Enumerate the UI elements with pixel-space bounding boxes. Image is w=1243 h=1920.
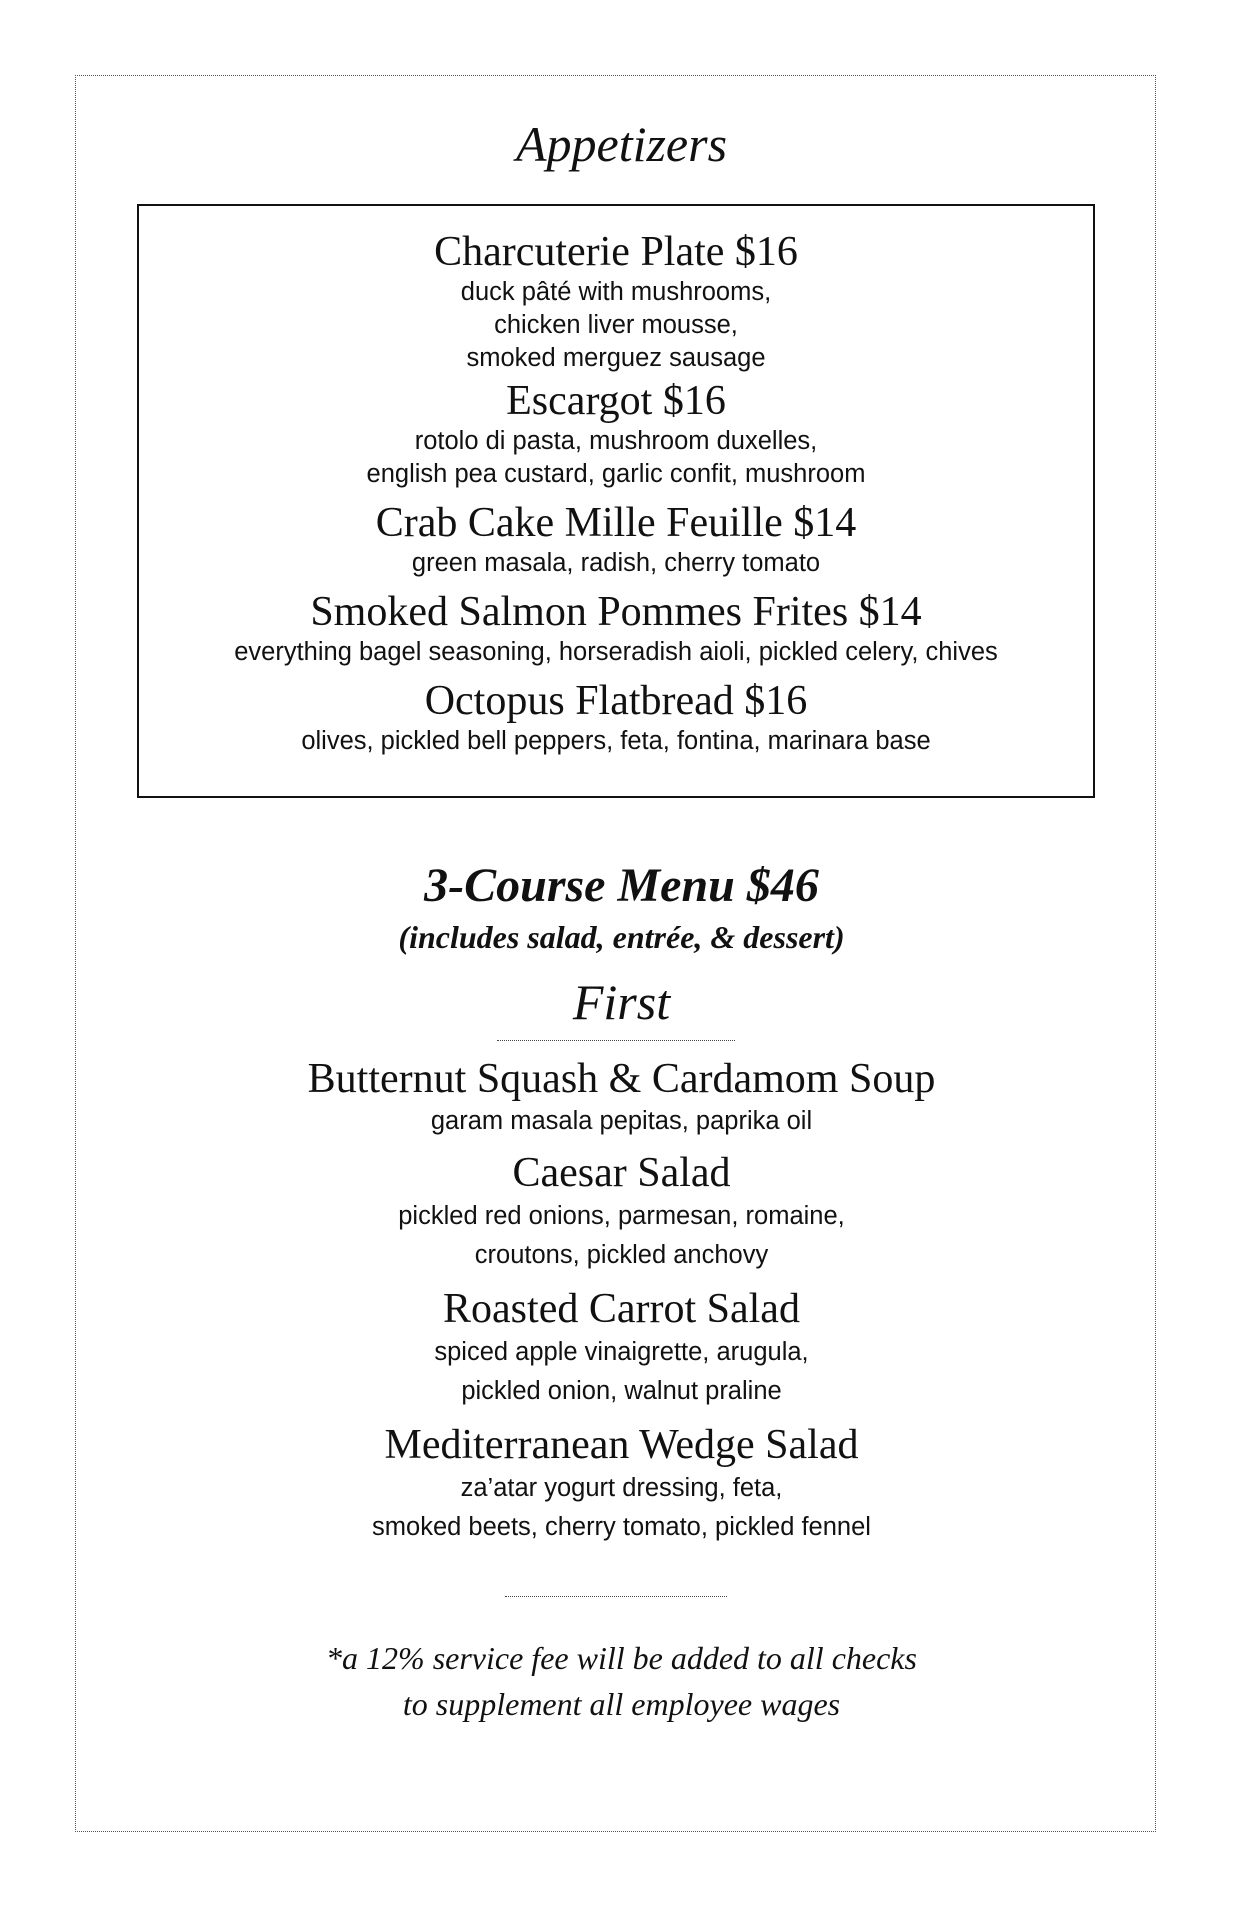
menu-item-desc: olives, pickled bell peppers, feta, fontina, marinara base	[301, 727, 931, 755]
menu-item-desc: rotolo di pasta, mushroom duxelles,	[414, 427, 818, 455]
course-menu-title: 3-Course Menu $46	[424, 859, 819, 912]
divider	[505, 1596, 727, 1597]
menu-item-desc: smoked beets, cherry tomato, pickled fennel	[372, 1513, 871, 1541]
menu-item-name: Octopus Flatbread $16	[424, 678, 808, 724]
appetizers-list	[139, 228, 1093, 766]
menu-item	[139, 499, 1093, 580]
menu-item-name: Smoked Salmon Pommes Frites $14	[310, 589, 922, 635]
first-title: First	[572, 974, 671, 1030]
menu-item-name: Caesar Salad	[512, 1150, 731, 1196]
menu-item-desc: pickled red onions, parmesan, romaine,	[398, 1202, 845, 1230]
menu-item-desc: pickled onion, walnut praline	[461, 1377, 782, 1405]
menu-item-name: Charcuterie Plate $16	[434, 229, 798, 275]
menu-item-desc: chicken liver mousse,	[494, 311, 738, 339]
menu-item	[139, 228, 1093, 375]
menu-item	[139, 377, 1093, 491]
service-fee-line: *a 12% service fee will be added to all checks	[326, 1640, 917, 1676]
menu-item-desc: green masala, radish, cherry tomato	[411, 549, 821, 577]
menu-item-desc: smoked merguez sausage	[466, 344, 766, 372]
menu-item-desc: everything bagel seasoning, horseradish aioli, pickled celery, chives	[234, 638, 998, 666]
course-menu-subtitle: (includes salad, entrée, & dessert)	[398, 919, 845, 955]
service-fee-note	[0, 1635, 1243, 1727]
menu-item	[0, 1055, 1243, 1139]
menu-item-desc: english pea custard, garlic confit, mushroom	[366, 460, 866, 488]
menu-item-desc: spiced apple vinaigrette, arugula,	[434, 1338, 809, 1366]
menu-item	[139, 588, 1093, 669]
menu-item-name: Escargot $16	[506, 378, 726, 424]
appetizers-box	[137, 204, 1095, 798]
menu-item	[0, 1149, 1243, 1275]
menu-item-name: Crab Cake Mille Feuille $14	[375, 500, 857, 546]
appetizers-title: Appetizers	[515, 116, 728, 172]
menu-item-desc: duck pâté with mushrooms,	[460, 278, 772, 306]
menu-item	[139, 677, 1093, 758]
menu-item-name: Roasted Carrot Salad	[443, 1286, 800, 1332]
menu-item	[0, 1421, 1243, 1547]
menu-item-name: Mediterranean Wedge Salad	[384, 1422, 859, 1468]
menu-item-name: Butternut Squash & Cardamom Soup	[307, 1056, 936, 1102]
divider	[497, 1040, 735, 1041]
menu-item-desc: garam masala pepitas, paprika oil	[430, 1107, 813, 1135]
menu-item	[0, 1285, 1243, 1411]
service-fee-line: to supplement all employee wages	[402, 1686, 841, 1722]
menu-item-desc: croutons, pickled anchovy	[474, 1241, 769, 1269]
menu-item-desc: za’atar yogurt dressing, feta,	[460, 1474, 783, 1502]
first-list	[0, 1055, 1243, 1557]
